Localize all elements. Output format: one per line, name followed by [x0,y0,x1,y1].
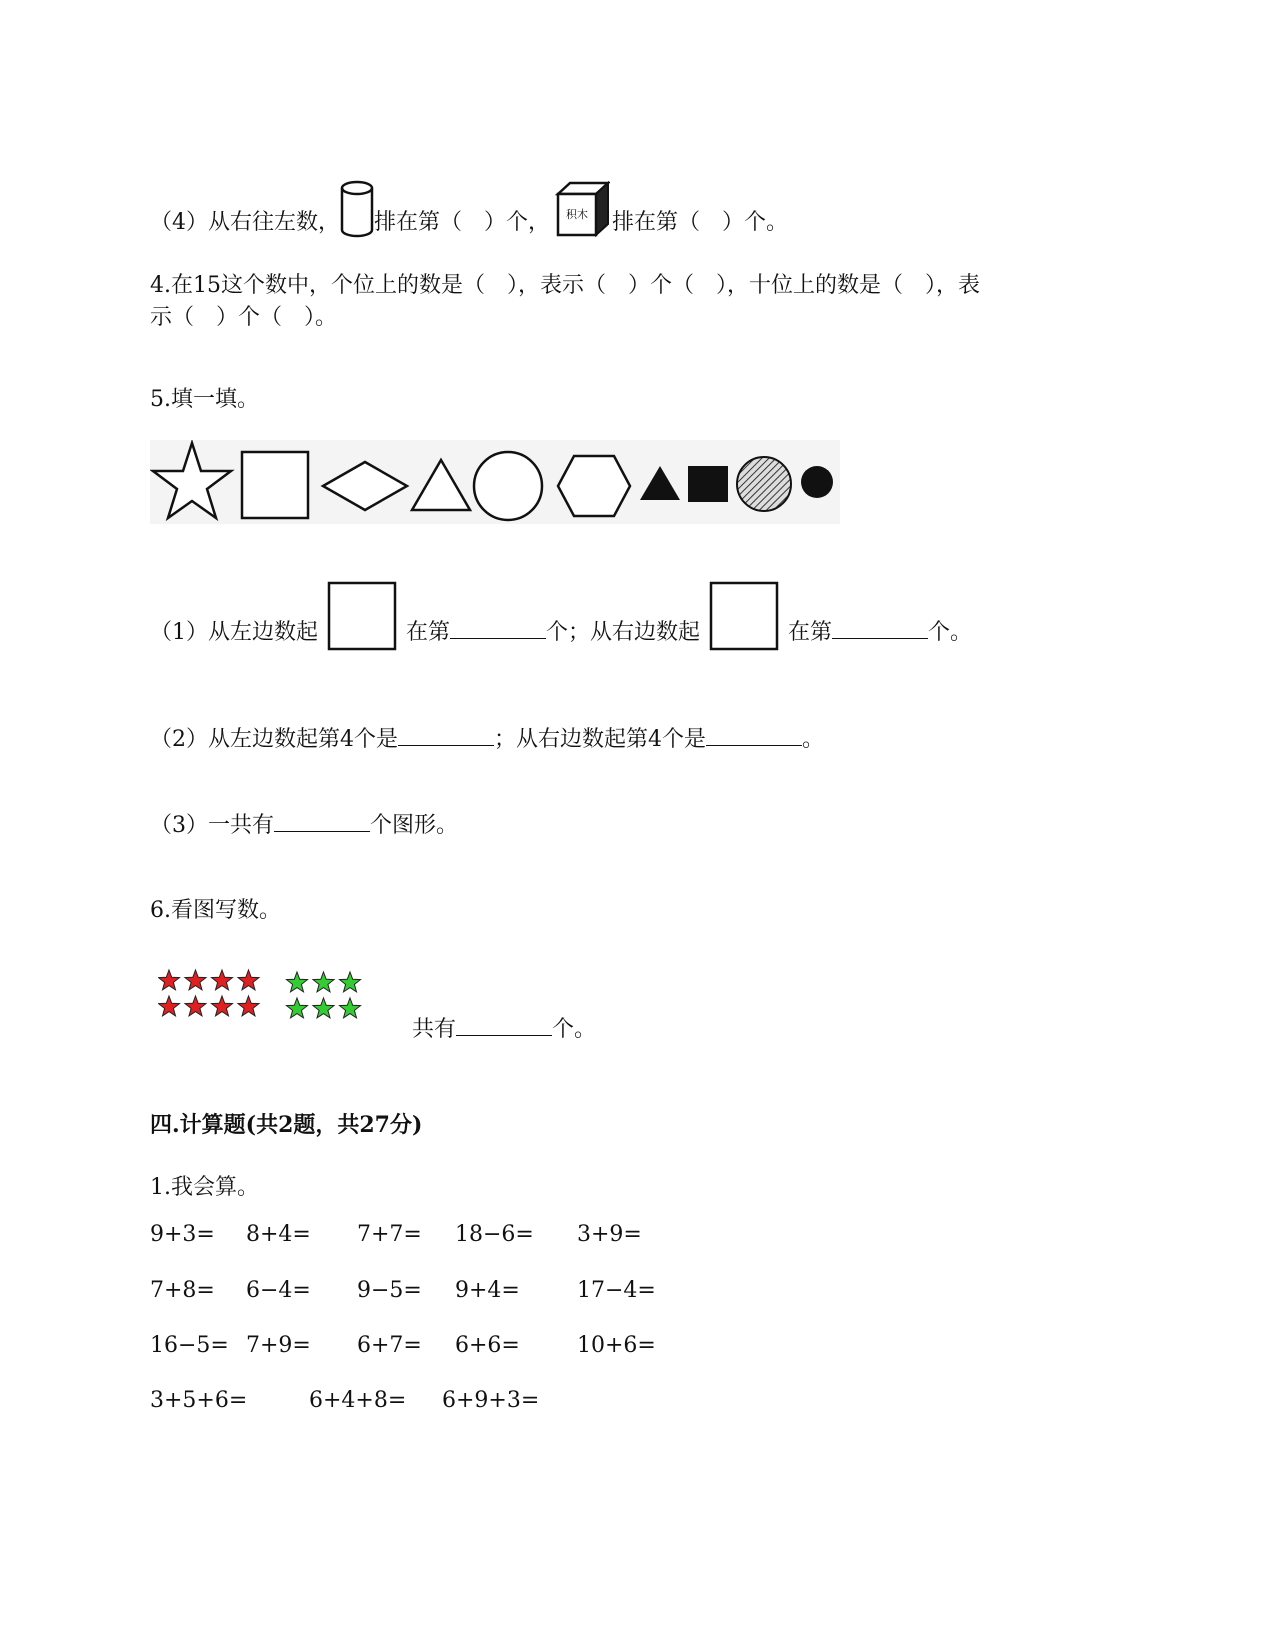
star-icon [212,970,233,990]
block-cube-icon [554,180,610,238]
calc-item: 7+9= [246,1333,311,1358]
q5-sub1-e: 个。 [928,620,973,645]
q6-answer [412,1012,596,1043]
star-icon [313,972,334,992]
star-icon [238,996,259,1016]
section-heading: 四.计算题(共2题，共27分) [150,1112,423,1138]
q5-sub3-b: 个图形。 [370,813,459,838]
q5-title: 5.填一填。 [150,387,259,412]
star-icon [185,996,206,1016]
filled-circle-shape [801,466,833,498]
q5-sub3 [150,808,458,839]
answer-blank[interactable] [274,811,370,832]
calc-item: 6+6= [455,1333,520,1358]
star-icon [238,970,259,990]
q5-sub2-a: （2）从左边数起第4个是 [150,727,398,752]
star-icon [340,998,361,1018]
calc-item: 6+4+8= [309,1388,407,1413]
cylinder-icon [340,180,374,238]
calc-item: 7+8= [150,1278,215,1303]
q3-4-prefix: （4）从右往左数， [150,210,340,235]
star-icon [287,972,308,992]
q5-sub1-c: 个；从右边数起 [546,620,701,645]
shapes-row [150,440,840,524]
q5-sub1 [150,580,972,646]
calc-item: 9−5= [357,1278,422,1303]
calc-item: 9+3= [150,1222,215,1247]
answer-blank[interactable] [398,725,494,746]
square-icon [708,580,780,652]
square-icon [326,580,398,652]
q3-4-mid: 排在第（ ）个， [374,210,551,235]
calc-item: 3+9= [577,1222,642,1247]
calc-item: 17−4= [577,1278,656,1303]
star-icon [313,998,334,1018]
answer-blank[interactable] [456,1015,552,1036]
calc-item: 9+4= [455,1278,520,1303]
q5-sub2 [150,722,824,753]
q5-sub1-d: 在第 [788,620,833,645]
circle-shape [474,452,542,520]
star-icon [287,998,308,1018]
q6-text-a: 共有 [412,1017,457,1042]
q4-line1: 4.在15这个数中，个位上的数是（ ），表示（ ）个（ ），十位上的数是（ ），表 [150,273,980,298]
q3-4-line [150,180,788,236]
q6-text-b: 个。 [552,1017,597,1042]
calc-item: 3+5+6= [150,1388,248,1413]
square-shape [242,452,308,518]
hatched-circle-shape [737,457,791,511]
stars-picture [158,968,368,1024]
star-icon [340,972,361,992]
block-cube-label: 积木 [566,208,589,221]
calc-q1-title: 1.我会算。 [150,1175,259,1200]
calc-item: 8+4= [246,1222,311,1247]
calc-item: 6+7= [357,1333,422,1358]
star-icon [185,970,206,990]
calc-item: 10+6= [577,1333,656,1358]
star-icon [159,996,180,1016]
q5-sub3-a: （3）一共有 [150,813,274,838]
calc-item: 6+9+3= [442,1388,540,1413]
q6-title: 6.看图写数。 [150,898,281,923]
filled-square-shape [688,466,728,502]
calc-item: 16−5= [150,1333,229,1358]
q5-sub2-c: 。 [802,727,825,752]
star-icon [159,970,180,990]
star-icon [212,996,233,1016]
q5-sub1-a: （1）从左边数起 [150,620,318,645]
q5-sub2-b: ；从右边数起第4个是 [494,727,706,752]
q3-4-end: 排在第（ ）个。 [612,210,789,235]
hexagon-shape [558,456,630,516]
answer-blank[interactable] [706,725,802,746]
q5-sub1-b: 在第 [406,620,451,645]
calc-item: 6−4= [246,1278,311,1303]
calc-item: 7+7= [357,1222,422,1247]
answer-blank[interactable] [450,618,546,639]
calc-item: 18−6= [455,1222,534,1247]
q4-line2: 示（ ）个（ ）。 [150,305,338,330]
answer-blank[interactable] [832,618,928,639]
